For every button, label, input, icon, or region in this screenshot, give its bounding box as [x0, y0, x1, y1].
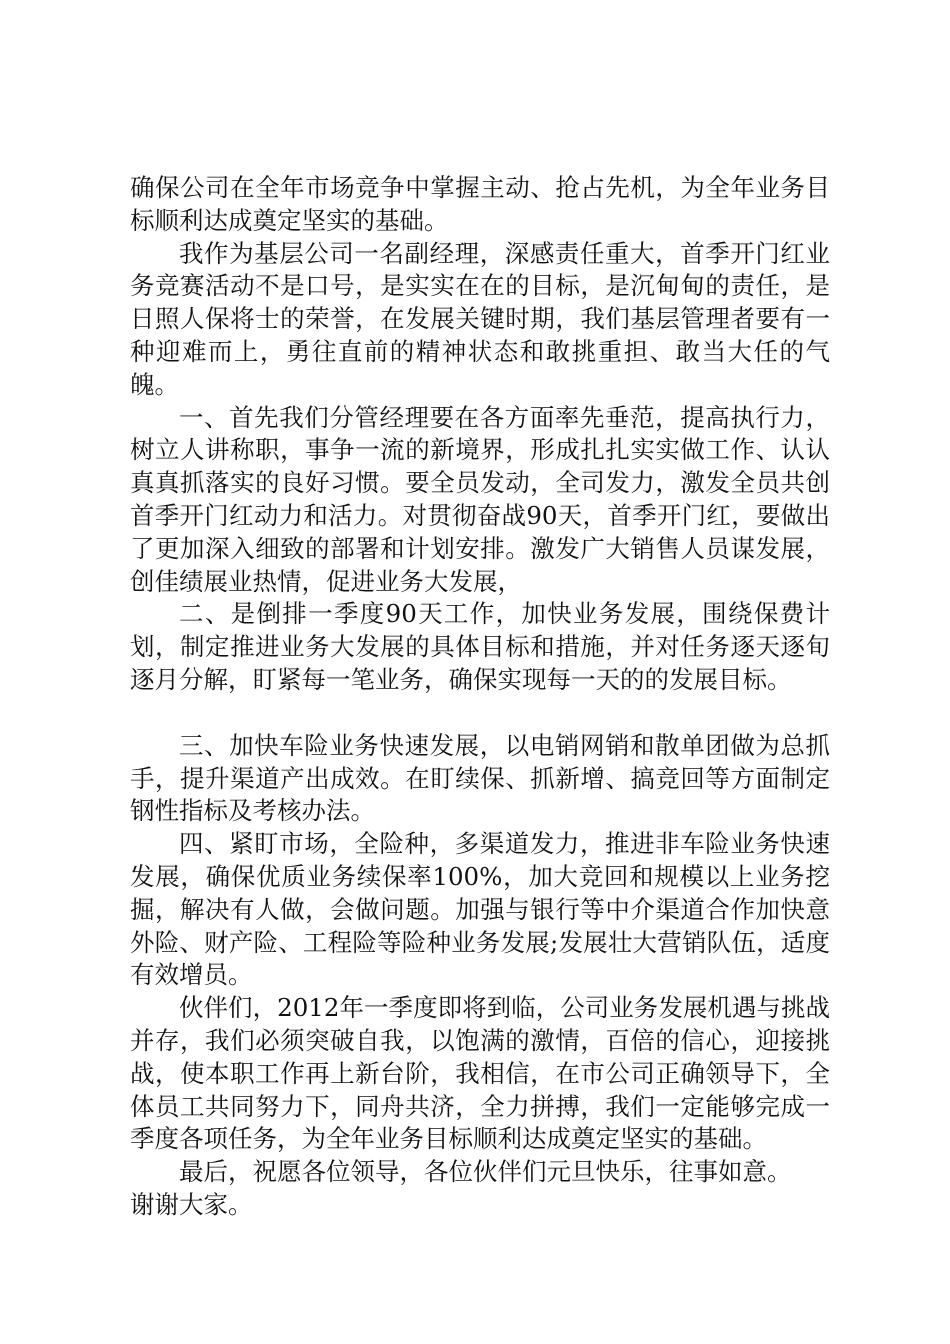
paragraph-point-four: 四、紧盯市场，全险种，多渠道发力，推进非车险业务快速发展，确保优质业务续保率100%，加大竞回和规模以上业务挖掘，解决有人做，会做问题。加强与银行等中介渠道合作加快意外险、财产险、工程险等险种业务发展;发展壮大营销队伍，适度有效增员。: [130, 829, 830, 990]
paragraph-responsibility: 我作为基层公司一名副经理，深感责任重大，首季开门红业务竞赛活动不是口号，是实实在在的目标，是沉甸甸的责任，是日照人保将士的荣誉，在发展关键时期，我们基层管理者要有一种迎难而上，勇往直前的精神状态和敢挑重担、敢当大任的气魄。: [130, 238, 830, 399]
paragraph-continuation: 确保公司在全年市场竞争中掌握主动、抢占先机，为全年业务目标顺利达成奠定坚实的基础。: [130, 173, 830, 235]
paragraph-closing-wishes: 最后，祝愿各位领导，各位伙伴们元旦快乐，往事如意。: [179, 1157, 792, 1187]
paragraph-point-three: 三、加快车险业务快速发展，以电销网销和散单团做为总抓手，提升渠道产出成效。在盯续保、抓新增、搞竞回等方面制定钢性指标及考核办法。: [130, 730, 830, 826]
paragraph-point-two: 二、是倒排一季度90天工作，加快业务发展，围绕保费计划，制定推进业务大发展的具体目标和措施，并对任务逐天逐旬逐月分解，盯紧每一笔业务，确保实现每一天的的发展目标。: [130, 599, 830, 694]
paragraph-thanks: 谢谢大家。: [130, 1189, 253, 1219]
paragraph-point-one: 一、首先我们分管经理要在各方面率先垂范，提高执行力，树立人讲称职，事争一流的新境界，形成扎扎实实做工作、认认真真抓落实的良好习惯。要全员发动，全司发力，激发全员共创首季开门红动力和活力。对贯彻奋战90天，首季开门红，要做出了更加深入细致的部署和计划安排。激发广大销售人员谋发展，创佳绩展业热情，促进业务大发展，: [130, 402, 830, 596]
document-body: [130, 172, 830, 1222]
paragraph-partners: 伙伴们，2012年一季度即将到临，公司业务发展机遇与挑战并存，我们必须突破自我，以饱满的激情，百倍的信心，迎接挑战，使本职工作再上新台阶，我相信，在市公司正确领导下，全体员工共同努力下，同舟共济，全力拼搏，我们一定能够完成一季度各项任务，为全年业务目标顺利达成奠定坚实的基础。: [130, 993, 830, 1154]
